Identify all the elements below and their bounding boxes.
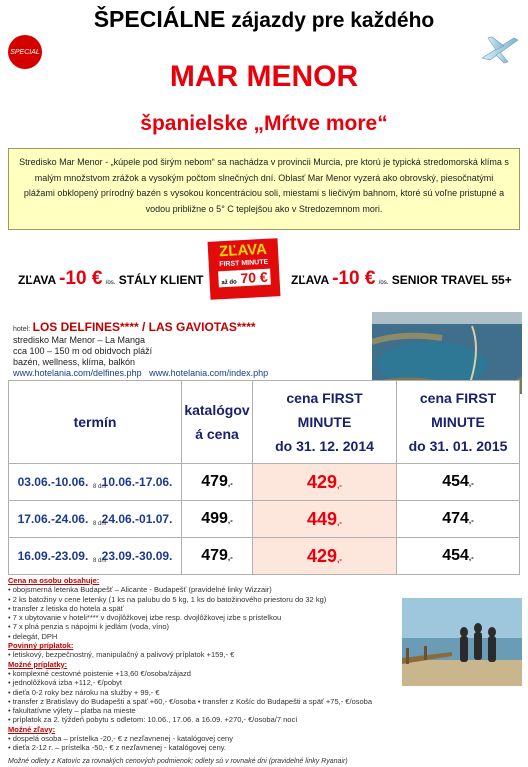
price-suffix: ,- (337, 517, 342, 527)
hotel-resort: stredisko Mar Menor – La Manga (13, 335, 146, 345)
first-minute-price-dec (253, 501, 397, 538)
discount-right-prefix: ZĽAVA (291, 273, 333, 287)
fm1-price-value: 429 (307, 471, 338, 492)
price-table (8, 380, 520, 575)
first-minute-price-jan (397, 501, 520, 538)
price-suffix: ,- (227, 479, 233, 488)
header-catalog-l2: á cena (195, 426, 239, 442)
sticker-small: až do (221, 279, 237, 287)
fm2-price-value: 454 (442, 547, 469, 564)
hotel-info (13, 322, 268, 379)
table-row (9, 501, 520, 538)
table-row (9, 538, 520, 575)
optional-item: • príplatok za 2. týždeň pobytu s odletom: 10.06., 17.06. a 16.09. +270,- €/osoba/7 nocí (8, 715, 298, 725)
discount-right-value: -10 € (332, 268, 376, 289)
catalog-price (182, 538, 253, 575)
term-date-1: 16.09.-23.09. (17, 549, 89, 563)
term-date-2: 10.06.-17.06. (101, 475, 173, 489)
price-suffix: ,- (227, 516, 233, 525)
description-text: Stredisko Mar Menor - „kúpele pod širým nebom“ sa nachádza v provincii Murcia, pre ktorú je typická stredomorská klíma s malým množstvom zrážok a vysokým počtom slnečných dní. Oblasť Mar Menor vyzerá ako obrovský, piesočnatými plážami obklopený prírodný bazén s vysokou koncentráciou soli, miestami s liečivým bahnom, ktoré sú voľne pristupné a vodou približne o 5° C teplejšou ako v Stredozemnom mori. (19, 157, 509, 214)
discount-left-label: STÁLY KLIENT (118, 273, 204, 287)
term-date-2: 24.06.-01.07. (101, 512, 173, 526)
included-title: Cena na osobu obsahuje: (8, 576, 100, 585)
sticker-value: 70 € (240, 268, 269, 287)
special-badge-text: SPECIAL (10, 48, 40, 56)
headline-rest: zájazdy pre každého (225, 9, 435, 32)
first-minute-price-dec (253, 464, 397, 501)
discount-right-unit: /os. (378, 280, 389, 286)
price-suffix: ,- (227, 553, 233, 562)
first-minute-sticker (208, 238, 281, 300)
optional-item: • dieťa 0-2 roky bez nároku na služby + 99,- € (8, 687, 160, 697)
discount-senior (291, 268, 512, 290)
first-minute-price-jan (397, 538, 520, 575)
destination-title: MAR MENOR (169, 60, 359, 93)
price-suffix: ,- (468, 553, 474, 562)
term-date-1: 03.06.-10.06. (17, 475, 89, 489)
hotel-link-delfines[interactable]: www.hotelania.com/delfines.php (13, 368, 142, 378)
catalog-price-value: 499 (201, 510, 228, 527)
header-first-minute-dec (253, 381, 397, 464)
included-item: • 7 x plná penzia s nápojmi k jedlám (voda, víno) (8, 622, 170, 632)
header-term: termín (9, 381, 182, 464)
header-catalog-l1: katalógov (184, 402, 250, 418)
sticker-title: ZĽAVA (218, 240, 268, 261)
term-nights: 8 dní (93, 521, 107, 527)
header-fm1-l3: do 31. 12. 2014 (275, 438, 374, 454)
term-dates (9, 538, 182, 575)
optional-item: • komplexné cestovné poistenie +13,60 €/osoba/zájazd (8, 668, 191, 678)
price-table-header (9, 381, 520, 464)
term-dates (9, 501, 182, 538)
headline-special: ŠPECIÁLNE (93, 6, 226, 32)
mandatory-title: Povinný príplatok: (8, 641, 74, 651)
optional-item: • transfer z Bratislavy do Budapešti a späť +60,- €/osoba • transfer z Košíc do Budapešti a späť +75,- €/osoba (8, 696, 372, 706)
included-item: • 2 ks batožiny v cene letenky (1 ks na palubu do 5 kg, 1 ks do batožinového priestoru do 32 kg) (8, 594, 327, 604)
term-dates (9, 464, 182, 501)
sticker-subtitle: FIRST MINUTE (219, 258, 269, 269)
catalog-price (182, 501, 253, 538)
description-box (8, 148, 520, 230)
discounts-title: Možné zľavy: (8, 724, 56, 734)
mandatory-item: • letiskový, bezpečnostný, manipulačný a palivový príplatok +159,- € (8, 650, 235, 660)
fm1-price-value: 429 (307, 545, 338, 566)
term-nights: 8 dní (93, 484, 107, 490)
price-suffix: ,- (337, 480, 342, 490)
included-item: • delegát, DPH (8, 631, 58, 641)
catalog-price-value: 479 (201, 473, 228, 490)
fm2-price-value: 474 (442, 510, 469, 527)
discount-left-value: -10 € (59, 268, 103, 289)
hotel-link-index[interactable]: www.hotelania.com/index.php (149, 368, 269, 378)
price-suffix: ,- (337, 554, 342, 564)
discount-item: • dieťa 2-12 r. – prístelka -50,- € z nezľavnenej - katalógovej ceny. (8, 743, 227, 753)
optional-item: • fakultatívne výlety – platba na mieste (8, 706, 136, 716)
hotel-distance: cca 100 – 150 m od obidvoch pláží (13, 346, 153, 356)
hotel-label: hotel: (13, 326, 31, 333)
header-fm2-l1: cena FIRST (419, 390, 497, 406)
destination-subtitle: španielske „Mŕtve more“ (140, 112, 388, 135)
included-item: • transfer z letiska do hotela a späť (8, 603, 124, 613)
mud-bath-photo (402, 598, 522, 686)
discount-left-prefix: ZĽAVA (18, 273, 60, 287)
price-suffix: ,- (468, 516, 474, 525)
catalog-price-value: 479 (201, 547, 228, 564)
price-info-section (8, 576, 398, 753)
header-fm1-l2: MINUTE (297, 414, 352, 430)
header-fm2-l2: MINUTE (431, 414, 485, 430)
header-fm1-l1: cena FIRST (286, 390, 363, 406)
discount-item: • dospelá osoba – prístelka -20,- € z nezľavnenej - katalógovej ceny (8, 734, 233, 744)
header-first-minute-jan (397, 381, 520, 464)
discount-loyal-client (18, 268, 203, 290)
optional-title: Možné príplatky: (8, 659, 68, 669)
discount-right-label: SENIOR TRAVEL 55+ (391, 273, 512, 287)
fm1-price-value: 449 (307, 508, 338, 529)
optional-item: • jednolôžková izba +112,- €/pobyt (8, 678, 123, 688)
footer-note: Možné odlety z Katovíc za rovnakých cenových podmienok; odlety sú v rovnaké dni (pravidelné linky Ryanair) (8, 758, 348, 765)
first-minute-price-dec (253, 538, 397, 575)
table-row (9, 464, 520, 501)
sticker-value-box (218, 269, 271, 288)
term-nights: 8 dní (93, 558, 107, 564)
first-minute-price-jan (397, 464, 520, 501)
catalog-price (182, 464, 253, 501)
term-date-2: 23.09.-30.09. (101, 549, 173, 563)
header-catalog (182, 381, 253, 464)
hotel-amenities: bazén, wellness, klíma, balkón (13, 357, 136, 367)
promo-headline (0, 6, 528, 33)
hotel-name: LOS DELFINES**** / LAS GAVIOTAS**** (32, 320, 256, 334)
term-date-1: 17.06.-24.06. (17, 512, 89, 526)
price-suffix: ,- (468, 479, 474, 488)
discount-left-unit: /os. (105, 280, 116, 286)
included-item: • obojsmerná letenka Budapešť – Alicante - Budapešť (pravidelné linky Wizzair) (8, 585, 272, 595)
included-item: • 7 x ubytovanie v hoteli**** v dvojlôžkovej izbe resp. dvojlôžkovej izbe s prístelkou (8, 613, 282, 623)
fm2-price-value: 454 (442, 473, 469, 490)
header-fm2-l3: do 31. 01. 2015 (408, 438, 508, 454)
